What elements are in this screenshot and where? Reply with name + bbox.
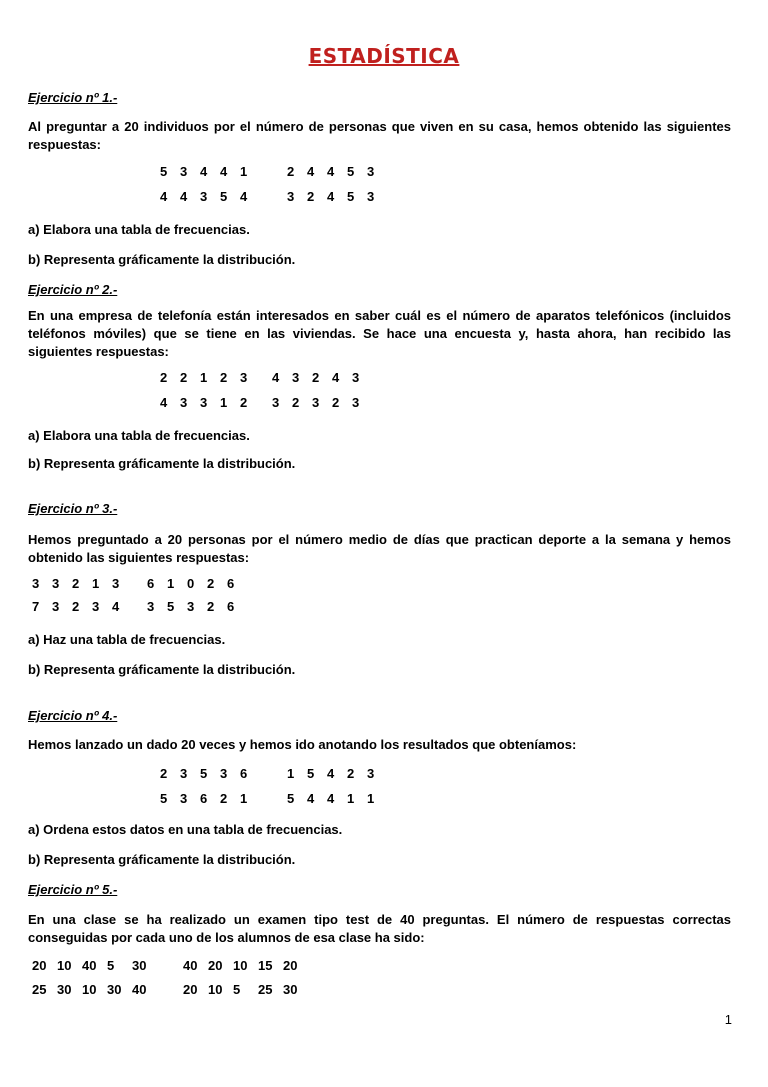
data-value: 4 [160, 189, 168, 204]
data-value: 2 [207, 599, 215, 614]
data-value: 3 [147, 599, 155, 614]
data-value: 3 [52, 599, 60, 614]
data-value: 5 [167, 599, 175, 614]
data-value: 2 [72, 599, 80, 614]
data-value: 5 [287, 791, 295, 806]
data-value: 6 [227, 576, 235, 591]
data-value: 2 [72, 576, 80, 591]
exercise-1-row-1-right [287, 164, 387, 179]
data-value: 3 [292, 370, 300, 385]
data-value: 5 [347, 189, 355, 204]
exercise-3-text: Hemos preguntado a 20 personas por el número medio de días que practican deporte a la semana y hemos obtenido las siguientes respuestas: [28, 532, 731, 565]
data-value: 25 [32, 982, 47, 997]
data-value: 1 [287, 766, 295, 781]
exercise-1-question-a: a) Elabora una tabla de frecuencias. [28, 222, 250, 237]
exercise-1-heading: Ejercicio nº 1.- [28, 90, 118, 105]
data-value: 6 [240, 766, 248, 781]
data-value: 3 [180, 164, 188, 179]
data-value: 3 [200, 395, 208, 410]
data-value: 4 [180, 189, 188, 204]
data-value: 3 [367, 164, 375, 179]
data-value: 5 [200, 766, 208, 781]
exercise-4-text: Hemos lanzado un dado 20 veces y hemos ido anotando los resultados que obteníamos: [28, 737, 577, 752]
data-value: 2 [160, 766, 168, 781]
data-value: 1 [240, 164, 248, 179]
data-value: 2 [287, 164, 295, 179]
data-value: 20 [183, 982, 198, 997]
exercise-2-question-a: a) Elabora una tabla de frecuencias. [28, 428, 250, 443]
data-value: 2 [347, 766, 355, 781]
data-value: 4 [240, 189, 248, 204]
data-value: 3 [180, 791, 188, 806]
exercise-2-row-2-right [272, 395, 372, 410]
exercise-4-heading: Ejercicio nº 4.- [28, 708, 118, 723]
data-value: 30 [283, 982, 298, 997]
data-value: 3 [367, 766, 375, 781]
data-value: 3 [180, 766, 188, 781]
exercise-3-question-a: a) Haz una tabla de frecuencias. [28, 632, 226, 647]
exercise-5-row-2-right [183, 982, 308, 997]
data-value: 1 [220, 395, 228, 410]
data-value: 20 [32, 958, 47, 973]
exercise-4-row-1-left [160, 766, 260, 781]
data-value: 3 [92, 599, 100, 614]
data-value: 3 [187, 599, 195, 614]
data-value: 20 [283, 958, 298, 973]
exercise-4-row-1-right [287, 766, 387, 781]
exercise-5-row-2-left [32, 982, 157, 997]
data-value: 4 [327, 766, 335, 781]
data-value: 40 [132, 982, 147, 997]
data-value: 4 [272, 370, 280, 385]
data-value: 20 [208, 958, 223, 973]
exercise-3-question-b: b) Representa gráficamente la distribución. [28, 662, 296, 677]
data-value: 10 [233, 958, 248, 973]
exercise-1-question-b: b) Representa gráficamente la distribución. [28, 252, 296, 267]
exercise-4-row-2-right [287, 791, 387, 806]
data-value: 2 [292, 395, 300, 410]
data-value: 1 [347, 791, 355, 806]
data-value: 1 [200, 370, 208, 385]
data-value: 4 [200, 164, 208, 179]
exercise-2-row-1-left [160, 370, 260, 385]
data-value: 5 [307, 766, 315, 781]
data-value: 1 [92, 576, 100, 591]
data-value: 25 [258, 982, 273, 997]
exercise-5-row-1-right [183, 958, 308, 973]
data-value: 30 [107, 982, 122, 997]
data-value: 6 [147, 576, 155, 591]
data-value: 3 [352, 370, 360, 385]
data-value: 3 [220, 766, 228, 781]
data-value: 15 [258, 958, 273, 973]
data-value: 2 [332, 395, 340, 410]
data-value: 2 [307, 189, 315, 204]
exercise-2-row-2-left [160, 395, 260, 410]
exercise-4-row-2-left [160, 791, 260, 806]
data-value: 4 [220, 164, 228, 179]
exercise-1-row-2-right [287, 189, 387, 204]
data-value: 0 [187, 576, 195, 591]
data-value: 1 [367, 791, 375, 806]
data-value: 2 [220, 791, 228, 806]
data-value: 5 [107, 958, 115, 973]
data-value: 2 [312, 370, 320, 385]
data-value: 4 [307, 164, 315, 179]
data-value: 40 [183, 958, 198, 973]
exercise-2-question-b: b) Representa gráficamente la distribución. [28, 456, 296, 471]
data-value: 3 [32, 576, 40, 591]
data-value: 30 [132, 958, 147, 973]
data-value: 2 [207, 576, 215, 591]
data-value: 5 [233, 982, 241, 997]
data-value: 4 [332, 370, 340, 385]
data-value: 2 [180, 370, 188, 385]
data-value: 2 [240, 395, 248, 410]
exercise-3-row-2-right [147, 599, 247, 614]
exercise-4-question-a: a) Ordena estos datos en una tabla de frecuencias. [28, 822, 343, 837]
exercise-1-row-2-left [160, 189, 260, 204]
data-value: 3 [200, 189, 208, 204]
exercise-2-heading: Ejercicio nº 2.- [28, 282, 118, 297]
data-value: 40 [82, 958, 97, 973]
data-value: 2 [220, 370, 228, 385]
data-value: 30 [57, 982, 72, 997]
exercise-1-text: Al preguntar a 20 individuos por el número de personas que viven en su casa, hemos obtenido las siguientes respuestas: [28, 119, 731, 152]
page-number: 1 [724, 1012, 732, 1027]
data-value: 3 [272, 395, 280, 410]
data-value: 3 [112, 576, 120, 591]
data-value: 3 [52, 576, 60, 591]
data-value: 4 [327, 164, 335, 179]
data-value: 10 [57, 958, 72, 973]
data-value: 2 [160, 370, 168, 385]
exercise-2-row-1-right [272, 370, 372, 385]
data-value: 6 [227, 599, 235, 614]
data-value: 4 [112, 599, 120, 614]
data-value: 3 [352, 395, 360, 410]
data-value: 1 [240, 791, 248, 806]
data-value: 4 [327, 791, 335, 806]
data-value: 5 [160, 791, 168, 806]
data-value: 5 [347, 164, 355, 179]
data-value: 3 [287, 189, 295, 204]
exercise-2-text: En una empresa de telefonía están interesados en saber cuál es el número de aparatos telefónicos (incluidos teléfonos móviles) que se tiene en las viviendas. Se hace una encuesta y, hasta ahora, han recibido las siguientes respuestas: [28, 308, 731, 359]
data-value: 5 [160, 164, 168, 179]
data-value: 3 [240, 370, 248, 385]
exercise-3-heading: Ejercicio nº 3.- [28, 501, 118, 516]
data-value: 4 [307, 791, 315, 806]
data-value: 10 [208, 982, 223, 997]
page-title: ESTADÍSTICA [308, 44, 460, 68]
data-value: 10 [82, 982, 97, 997]
data-value: 7 [32, 599, 40, 614]
exercise-5-text: En una clase se ha realizado un examen tipo test de 40 preguntas. El número de respuestas correctas conseguidas por cada uno de los alumnos de esa clase ha sido: [28, 912, 731, 945]
data-value: 3 [180, 395, 188, 410]
exercise-5-row-1-left [32, 958, 157, 973]
exercise-3-row-1-right [147, 576, 247, 591]
exercise-1-row-1-left [160, 164, 260, 179]
page-title-wrap [0, 44, 768, 68]
data-value: 4 [327, 189, 335, 204]
data-value: 1 [167, 576, 175, 591]
data-value: 6 [200, 791, 208, 806]
data-value: 4 [160, 395, 168, 410]
exercise-3-row-2-left [32, 599, 132, 614]
data-value: 5 [220, 189, 228, 204]
exercise-5-heading: Ejercicio nº 5.- [28, 882, 118, 897]
data-value: 3 [367, 189, 375, 204]
exercise-4-question-b: b) Representa gráficamente la distribución. [28, 852, 296, 867]
data-value: 3 [312, 395, 320, 410]
exercise-3-row-1-left [32, 576, 132, 591]
